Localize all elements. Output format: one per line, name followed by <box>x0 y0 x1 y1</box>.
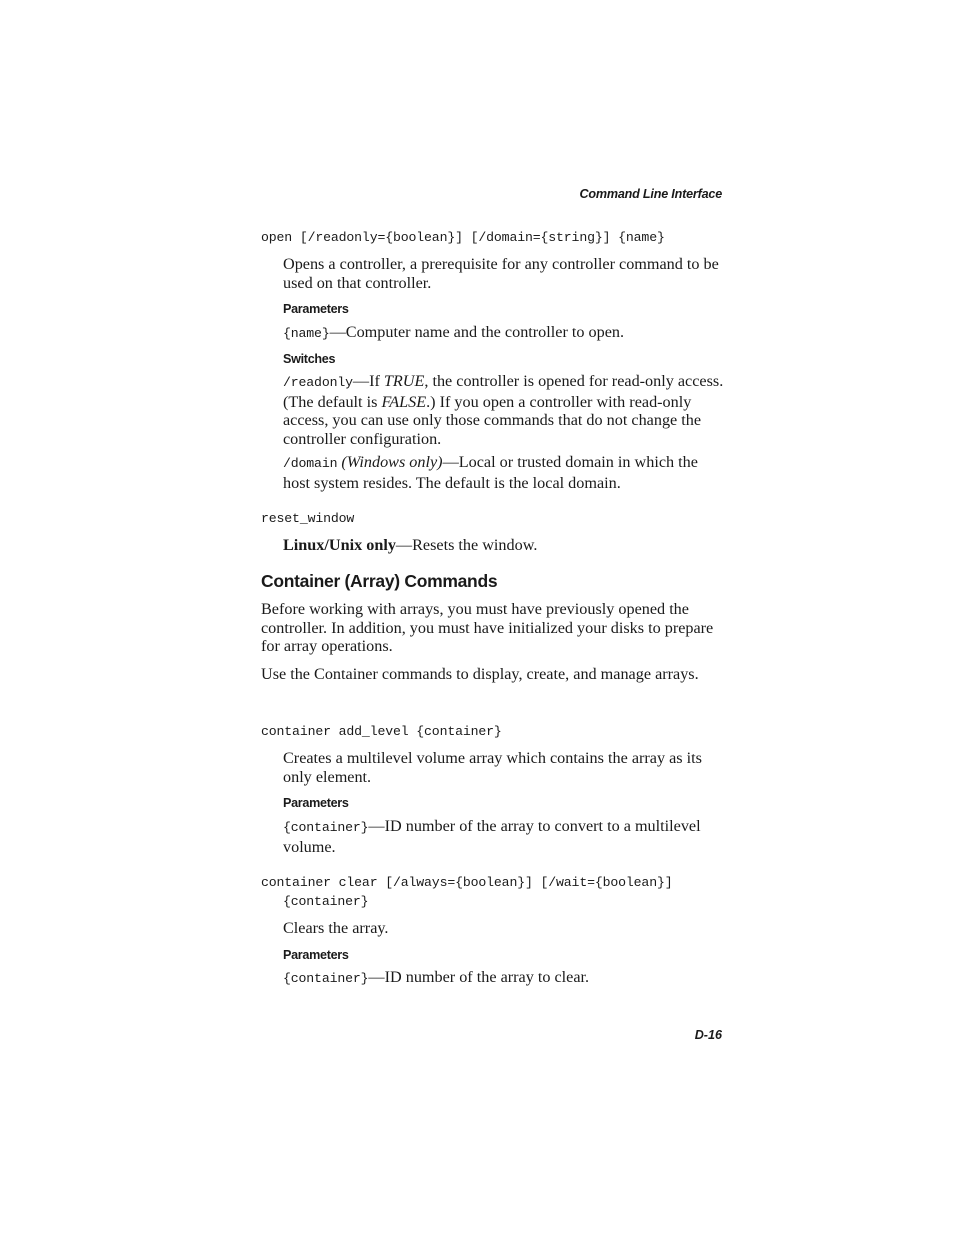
section-heading: Container (Array) Commands <box>261 571 498 591</box>
running-header: Command Line Interface <box>579 187 722 201</box>
readonly-false: FALSE <box>381 392 427 411</box>
readonly-text-3: .) If you open a controller with read-only access, you can use only those commands that do not change the controller configuration. <box>283 392 702 448</box>
add-level-param <box>283 817 728 856</box>
clear-param-code: {container} <box>283 971 369 986</box>
add-level-param-code: {container} <box>283 820 369 835</box>
domain-note: (Windows only) <box>337 453 443 471</box>
clear-syntax-line-2: {container} <box>283 894 369 909</box>
param-name-text: —Computer name and the controller to open. <box>329 323 625 341</box>
add-level-description: Creates a multilevel volume array which contains the array as its only element. <box>283 749 702 786</box>
clear-description: Clears the array. <box>283 919 389 937</box>
clear-param-text: —ID number of the array to clear. <box>368 968 590 986</box>
reset-bold: Linux/Unix only <box>283 536 396 554</box>
open-parameters-label: Parameters <box>283 302 349 316</box>
open-command-description: Opens a controller, a prerequisite for any controller command to be used on that controller. <box>283 255 719 292</box>
open-switches-label: Switches <box>283 352 336 366</box>
open-param-name <box>283 323 728 344</box>
reset-window-description <box>283 536 728 555</box>
readonly-switch-description <box>283 372 728 448</box>
page-number: D-16 <box>694 1028 722 1042</box>
section-para-2: Use the Container commands to display, create, and manage arrays. <box>261 665 699 683</box>
param-name-code: {name} <box>283 326 330 341</box>
clear-param <box>283 968 728 989</box>
reset-text: —Resets the window. <box>395 536 538 554</box>
add-level-param-text: —ID number of the array to convert to a multilevel volume. <box>283 817 701 856</box>
domain-code: /domain <box>283 456 338 471</box>
readonly-true: TRUE <box>383 372 425 390</box>
add-level-syntax: container add_level {container} <box>261 724 502 739</box>
section-para-1: Before working with arrays, you must have previously opened the controller. In addition, you must have initialized your disks to prepare for array operations. <box>261 600 714 655</box>
open-command-syntax: open [/readonly={boolean}] [/domain={string}] {name} <box>261 230 665 245</box>
clear-syntax-line-1: container clear [/always={boolean}] [/wait={boolean}] <box>261 875 673 890</box>
readonly-text-1: —If <box>352 372 384 390</box>
readonly-code: /readonly <box>283 375 353 390</box>
clear-parameters-label: Parameters <box>283 948 349 962</box>
domain-switch-description <box>283 453 728 492</box>
add-level-parameters-label: Parameters <box>283 796 349 810</box>
reset-window-syntax: reset_window <box>261 511 355 526</box>
readonly-text-2: , the controller is opened for read-only access. (The default is <box>283 372 724 411</box>
domain-text: —Local or trusted domain in which the host system resides. The default is the local domain. <box>283 453 698 492</box>
